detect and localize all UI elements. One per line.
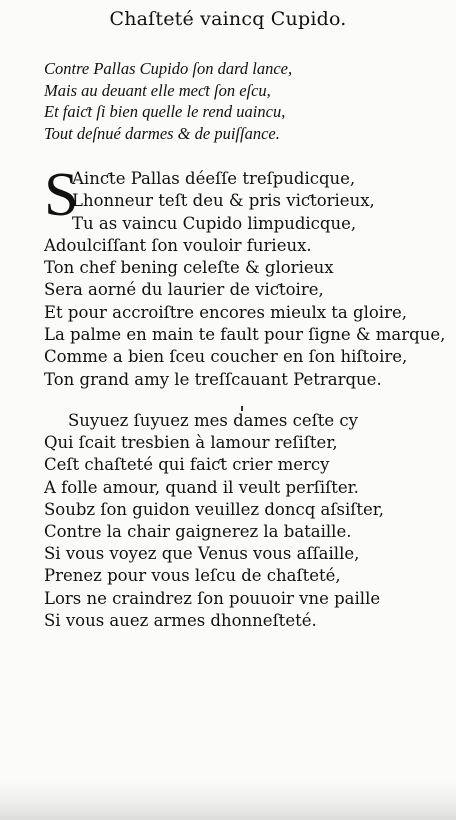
page-edge-shadow xyxy=(0,780,456,820)
verse-line: Ainƈte Pallas déeſſe treſpudicque, xyxy=(72,169,356,188)
verse-line: Soubz ſon guidon veuillez doncq aſsiſter, xyxy=(44,499,385,519)
argument-quatrain xyxy=(44,58,292,144)
verse-line: Si vous auez armes dhonneſteté. xyxy=(44,610,317,630)
verse-line: Qui ſcait tresbien à lamour reſiſter, xyxy=(44,433,338,453)
verse-line: Et pour accroiſtre encores mieulx ta gloire, xyxy=(44,302,407,322)
verse-line: Contre la chair gaignerez la bataille. xyxy=(44,522,352,542)
verse-line: Ton grand amy le treſſcauant Petrarque. xyxy=(44,369,382,389)
verse-line: La palme en main te fault pour ſigne & marque, xyxy=(44,325,446,345)
poem-title: Chaſteté vaincq Cupido. xyxy=(109,8,347,30)
verse-line: Prenez pour vous leſcu de chaſteté, xyxy=(44,566,341,586)
argument-line: Tout deſnué darmes & de puiſſance. xyxy=(44,123,280,143)
drop-capital: S xyxy=(44,161,79,229)
verse-line: Ton chef bening celeſte & glorieux xyxy=(44,258,334,278)
verse-line: Tu as vaincu Cupido limpudicque, xyxy=(72,213,357,233)
argument-line: Mais au deuant elle meƈt ſon eſcu, xyxy=(44,80,271,100)
stanza-one xyxy=(44,168,445,391)
verse-line: Si vous voyez que Venus vous aſſaille, xyxy=(44,544,360,564)
verse-line: Suyuez ſuyuez mes dames ceſte cy xyxy=(68,411,358,430)
verse-line: Lhonneur teſt deu & pris viƈtorieux, xyxy=(72,191,375,211)
verse-line: Lors ne craindrez ſon pouuoir vne paille xyxy=(44,588,381,608)
argument-line: Contre Pallas Cupido ſon dard lance, xyxy=(44,59,293,78)
verse-line: Comme a bien ſceu coucher en ſon hiſtoire, xyxy=(44,347,408,367)
verse-line: Adoulciſſant ſon vouloir furieux. xyxy=(44,235,312,255)
verse-line: A folle amour, quand il veult perſiſter. xyxy=(44,477,359,497)
verse-line: Ceſt chaſteté qui faiƈt crier mercy xyxy=(44,455,330,475)
argument-line: Et faiƈt ſi bien quelle le rend uaincu, xyxy=(44,102,286,121)
stanza-two xyxy=(44,410,384,632)
verse-line: Sera aorné du laurier de viƈtoire, xyxy=(44,280,324,300)
